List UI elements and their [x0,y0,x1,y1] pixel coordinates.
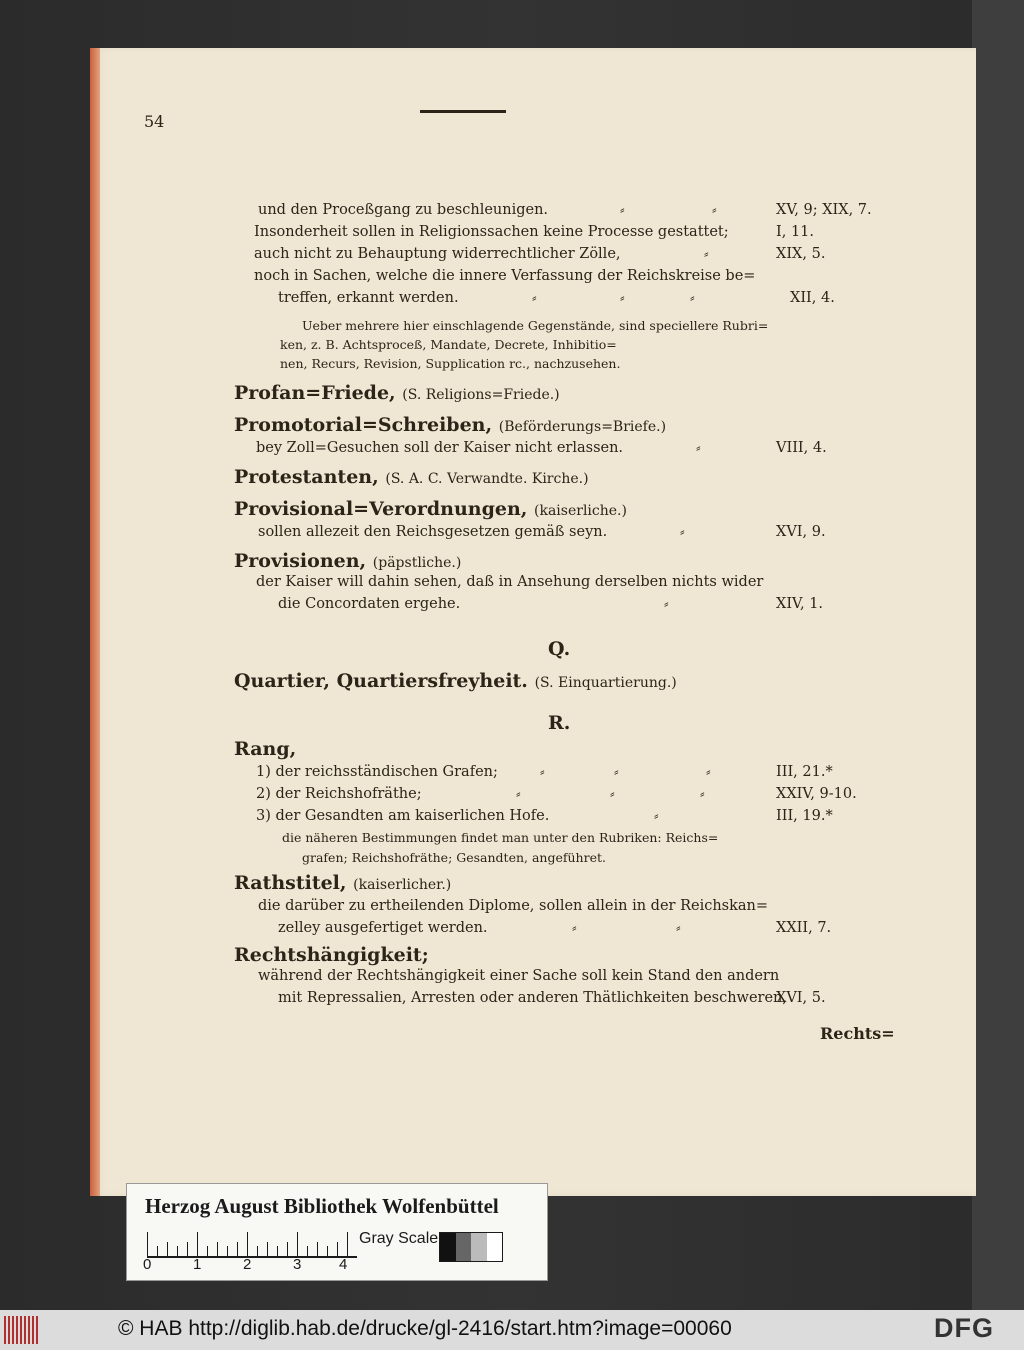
text-line: auch nicht zu Behauptung widerrechtlicher Zölle, [254,246,621,262]
reference: VIII, 4. [776,440,827,456]
entry-heading [234,738,296,760]
ruler-tick [157,1246,158,1256]
entry-title: Provisional=Verordnungen, [234,498,528,520]
text-line: mit Repressalien, Arresten oder anderen Thätlichkeiten beschweren, [278,990,788,1006]
ruler-number: 1 [193,1256,202,1273]
header-rule [420,110,506,113]
leader-dot: ⸗ [620,290,625,306]
text-line: die darüber zu ertheilenden Diplome, sollen allein in der Reichskan= [258,898,769,914]
leader-dot: ⸗ [572,920,577,936]
leader-dot: ⸗ [704,246,709,262]
ruler-tick [197,1232,198,1256]
leader-dot: ⸗ [680,524,685,540]
ruler-number: 4 [339,1256,348,1273]
list-item: 1) der reichsständischen Grafen; [256,764,498,780]
leader-dot: ⸗ [712,202,717,218]
page-number: 54 [144,112,165,131]
swatch-light-gray [471,1233,487,1261]
ruler-tick [327,1246,328,1256]
ruler-tick [247,1232,248,1256]
ruler-tick [207,1246,208,1256]
text-line: und den Proceßgang zu beschleunigen. [258,202,549,218]
ruler-tick [317,1242,318,1256]
entry-title: Promotorial=Schreiben, [234,414,493,436]
dfg-logo: DFG [934,1313,994,1343]
leader-dot: ⸗ [654,808,659,824]
swatch-dark-gray [456,1233,472,1261]
entry-heading [234,670,677,692]
text-line: noch in Sachen, welche die innere Verfassung der Reichskreise be= [254,268,756,284]
reference: XIX, 5. [776,246,826,262]
reference: III, 19.* [776,808,833,824]
reference: XII, 4. [790,290,835,306]
entry-heading [234,498,627,520]
leader-dot: ⸗ [676,920,681,936]
leader-dot: ⸗ [540,764,545,780]
ruler-tick [167,1242,168,1256]
leader-dot: ⸗ [700,786,705,802]
catchword: Rechts= [820,1024,895,1043]
ruler [147,1232,357,1258]
entry-title: Quartier, Quartiersfreyheit. [234,670,528,692]
entry-title: Protestanten, [234,466,379,488]
list-item: 3) der Gesandten am kaiserlichen Hofe. [256,808,550,824]
swatch-black [440,1233,456,1261]
reference: XXIV, 9-10. [776,786,857,802]
text-line: treffen, erkannt werden. [278,290,459,306]
section-letter: R. [548,712,571,734]
reference: I, 11. [776,224,815,240]
leader-dot: ⸗ [706,764,711,780]
note-line: grafen; Reichshofräthe; Gesandten, angeführet. [302,850,606,865]
reference: XIV, 1. [776,596,824,612]
entry-title: Rang, [234,738,297,760]
entry-subtitle: (päpstliche.) [372,555,462,571]
ruler-tick [147,1232,148,1256]
text-line: während der Rechtshängigkeit einer Sache soll kein Stand den andern [258,968,780,984]
ruler-tick [187,1242,188,1256]
reference: XVI, 9. [776,524,826,540]
ruler-number: 3 [293,1256,302,1273]
entry-title: Provisionen, [234,550,367,572]
note-line: Ueber mehrere hier einschlagende Gegenstände, sind speciellere Rubri= [302,318,769,333]
ruler-tick [347,1232,348,1256]
ruler-tick [287,1242,288,1256]
list-item: 2) der Reichshofräthe; [256,786,422,802]
ruler-tick [297,1232,298,1256]
leader-dot: ⸗ [664,596,669,612]
swatch-white [487,1233,503,1261]
ruler-number: 2 [243,1256,252,1273]
entry-subtitle: (S. Religions=Friede.) [402,387,560,403]
gray-scale-label: Gray Scale [359,1230,439,1247]
leader-dot: ⸗ [620,202,625,218]
note-line: nen, Recurs, Revision, Supplication rc., nachzusehen. [280,356,621,371]
entry-heading [234,944,429,966]
entry-subtitle: (kaiserlicher.) [353,877,452,893]
text-line: die Concordaten ergehe. [278,596,461,612]
ruler-tick [337,1242,338,1256]
text-line: zelley ausgefertiget werden. [278,920,488,936]
color-scale-card [126,1183,548,1281]
section-letter: Q. [548,638,571,660]
ruler-tick [257,1246,258,1256]
ruler-tick [177,1246,178,1256]
text-line: bey Zoll=Gesuchen soll der Kaiser nicht erlassen. [256,440,624,456]
leader-dot: ⸗ [696,440,701,456]
reference: XVI, 5. [776,990,826,1006]
entry-heading [234,414,666,436]
entry-subtitle: (kaiserliche.) [534,503,627,519]
ruler-tick [307,1246,308,1256]
leader-dot: ⸗ [690,290,695,306]
library-name: Herzog August Bibliothek Wolfenbüttel [145,1194,499,1218]
entry-heading [234,382,560,404]
entry-heading [234,550,461,572]
entry-heading [234,466,589,488]
text-line: sollen allezeit den Reichsgesetzen gemäß seyn. [258,524,608,540]
ruler-tick [227,1246,228,1256]
entry-title: Rechtshängigkeit; [234,944,429,966]
entry-subtitle: (Beförderungs=Briefe.) [498,419,667,435]
leader-dot: ⸗ [610,786,615,802]
entry-subtitle: (S. A. C. Verwandte. Kirche.) [385,471,589,487]
entry-title: Profan=Friede, [234,382,396,404]
text-line: der Kaiser will dahin sehen, daß in Ansehung derselben nichts wider [256,574,764,590]
ruler-tick [237,1242,238,1256]
hab-logo-icon [4,1316,42,1344]
entry-heading [234,872,451,894]
ruler-tick [267,1242,268,1256]
text-line: Insonderheit sollen in Religionssachen keine Processe gestattet; [254,224,729,240]
leader-dot: ⸗ [532,290,537,306]
reference: XV, 9; XIX, 7. [776,202,872,218]
ruler-number: 0 [143,1256,152,1273]
entry-subtitle: (S. Einquartierung.) [534,675,677,691]
copyright-link[interactable]: © HAB http://diglib.hab.de/drucke/gl-2416/start.htm?image=00060 [118,1317,732,1340]
leader-dot: ⸗ [614,764,619,780]
gray-scale-swatch [439,1232,503,1262]
reference: III, 21.* [776,764,833,780]
entry-title: Rathstitel, [234,872,347,894]
ruler-tick [217,1242,218,1256]
ruler-tick [277,1246,278,1256]
note-line: ken, z. B. Achtsproceß, Mandate, Decrete, Inhibitio= [280,337,617,352]
reference: XXII, 7. [776,920,832,936]
note-line: die näheren Bestimmungen findet man unter den Rubriken: Reichs= [282,830,719,845]
leader-dot: ⸗ [516,786,521,802]
